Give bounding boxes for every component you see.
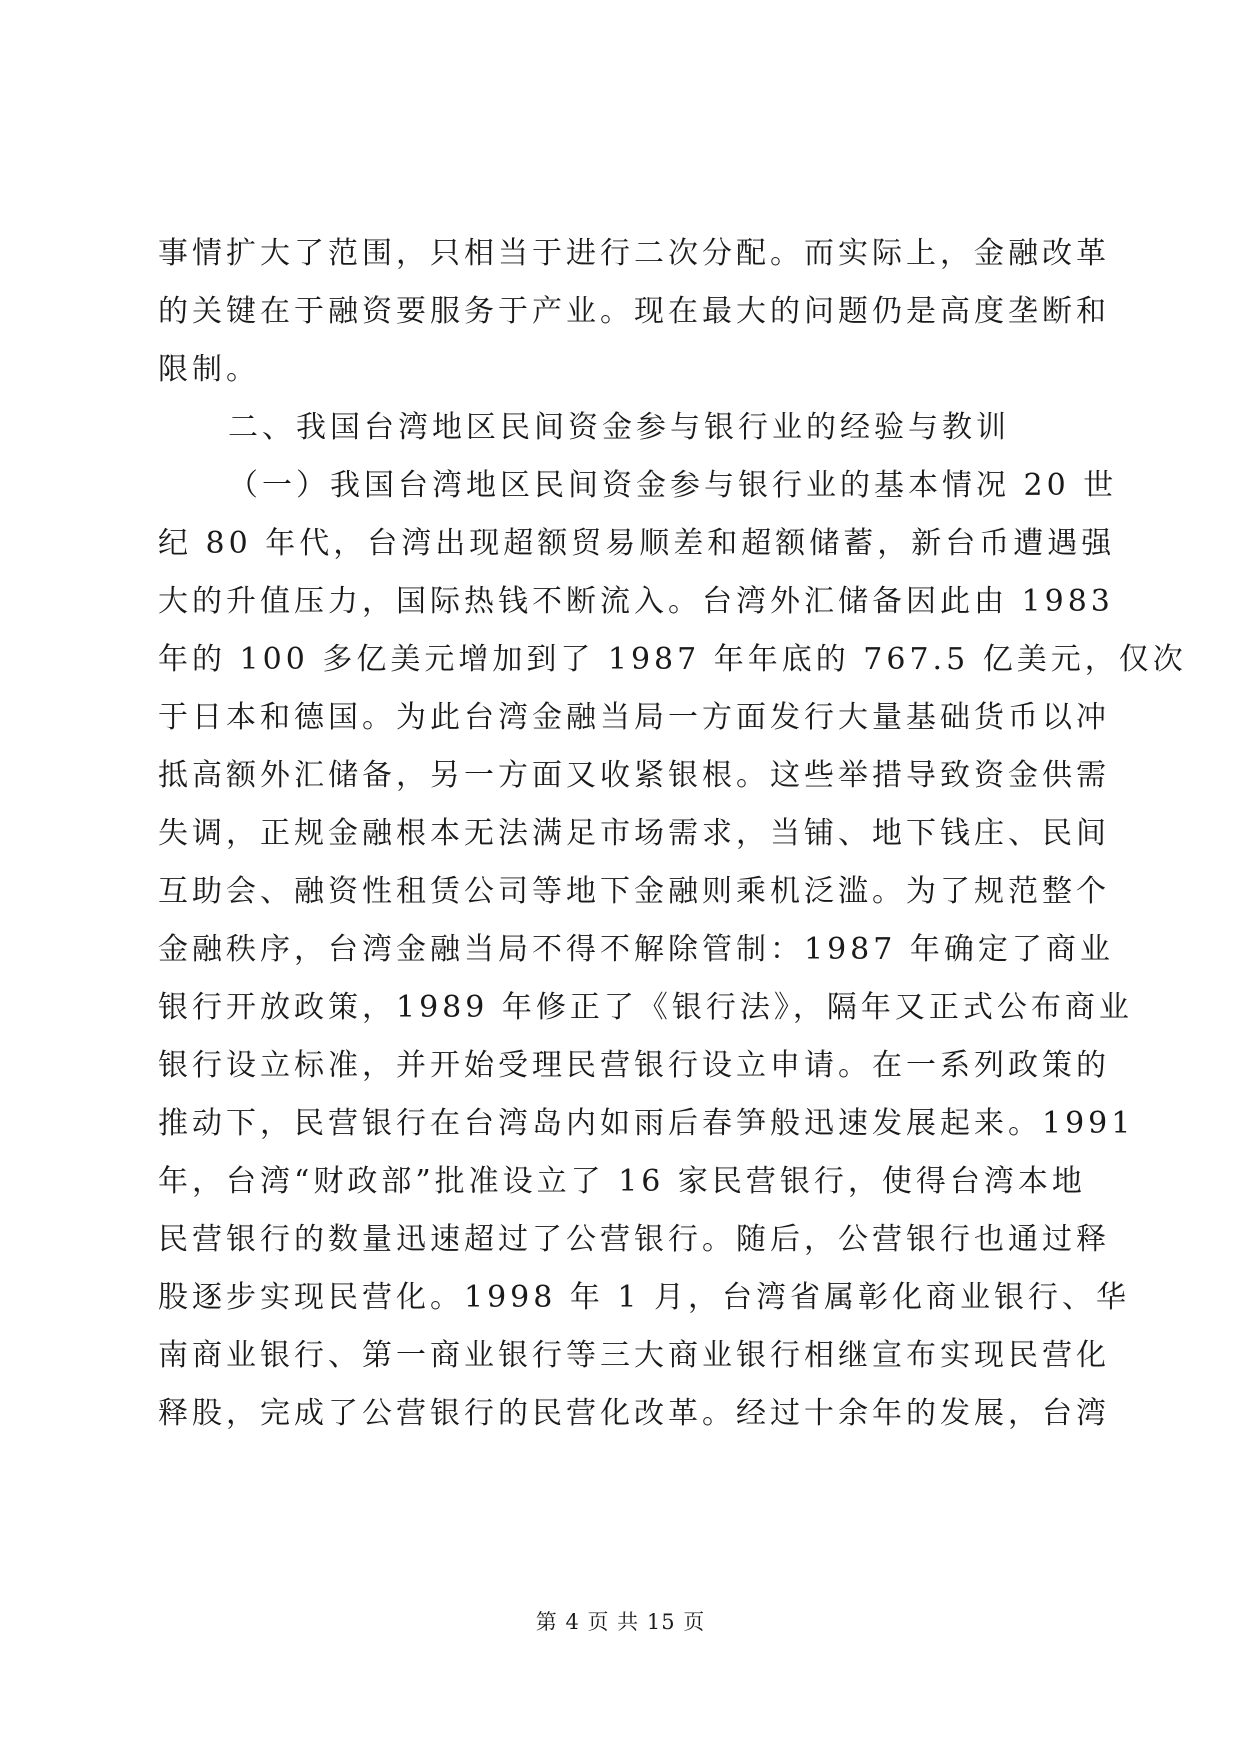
text-line: 抵高额外汇储备，另一方面又收紧银根。这些举措导致资金供需 (158, 758, 1110, 793)
text-line: 年的 100 多亿美元增加到了 1987 年年底的 767.5 亿美元，仅次 (158, 642, 1187, 677)
section-heading: 二、我国台湾地区民间资金参与银行业的经验与教训 (228, 410, 1010, 445)
subsection-heading: （一）我国台湾地区民间资金参与银行业的基本情况 20 世 (228, 468, 1118, 503)
text-line: 失调，正规金融根本无法满足市场需求，当铺、地下钱庄、民间 (158, 816, 1110, 851)
text-line: 年，台湾“财政部”批准设立了 16 家民营银行，使得台湾本地 (158, 1164, 1086, 1199)
text-line: 大的升值压力，国际热钱不断流入。台湾外汇储备因此由 1983 (158, 584, 1114, 619)
text-line: 推动下，民营银行在台湾岛内如雨后春笋般迅速发展起来。1991 (158, 1106, 1135, 1141)
text-line: 事情扩大了范围，只相当于进行二次分配。而实际上，金融改革 (158, 236, 1110, 271)
text-line: 互助会、融资性租赁公司等地下金融则乘机泛滥。为了规范整个 (158, 874, 1110, 909)
text-line: 限制。 (158, 352, 260, 387)
text-line: 银行设立标准，并开始受理民营银行设立申请。在一系列政策的 (158, 1048, 1110, 1083)
text-line: 纪 80 年代，台湾出现超额贸易顺差和超额储蓄，新台币遭遇强 (158, 526, 1116, 561)
text-line: 股逐步实现民营化。1998 年 1 月，台湾省属彰化商业银行、华 (158, 1280, 1131, 1315)
text-line: 南商业银行、第一商业银行等三大商业银行相继宣布实现民营化 (158, 1338, 1110, 1373)
text-line: 民营银行的数量迅速超过了公营银行。随后，公营银行也通过释 (158, 1222, 1110, 1257)
text-line: 银行开放政策，1989 年修正了《银行法》，隔年又正式公布商业 (158, 990, 1133, 1025)
text-line: 释股，完成了公营银行的民营化改革。经过十余年的发展，台湾 (158, 1396, 1110, 1431)
text-line: 于日本和德国。为此台湾金融当局一方面发行大量基础货币以冲 (158, 700, 1110, 735)
text-line: 的关键在于融资要服务于产业。现在最大的问题仍是高度垄断和 (158, 294, 1110, 329)
text-line: 金融秩序，台湾金融当局不得不解除管制：1987 年确定了商业 (158, 932, 1114, 967)
page-number-footer: 第 4 页 共 15 页 (535, 1610, 706, 1634)
